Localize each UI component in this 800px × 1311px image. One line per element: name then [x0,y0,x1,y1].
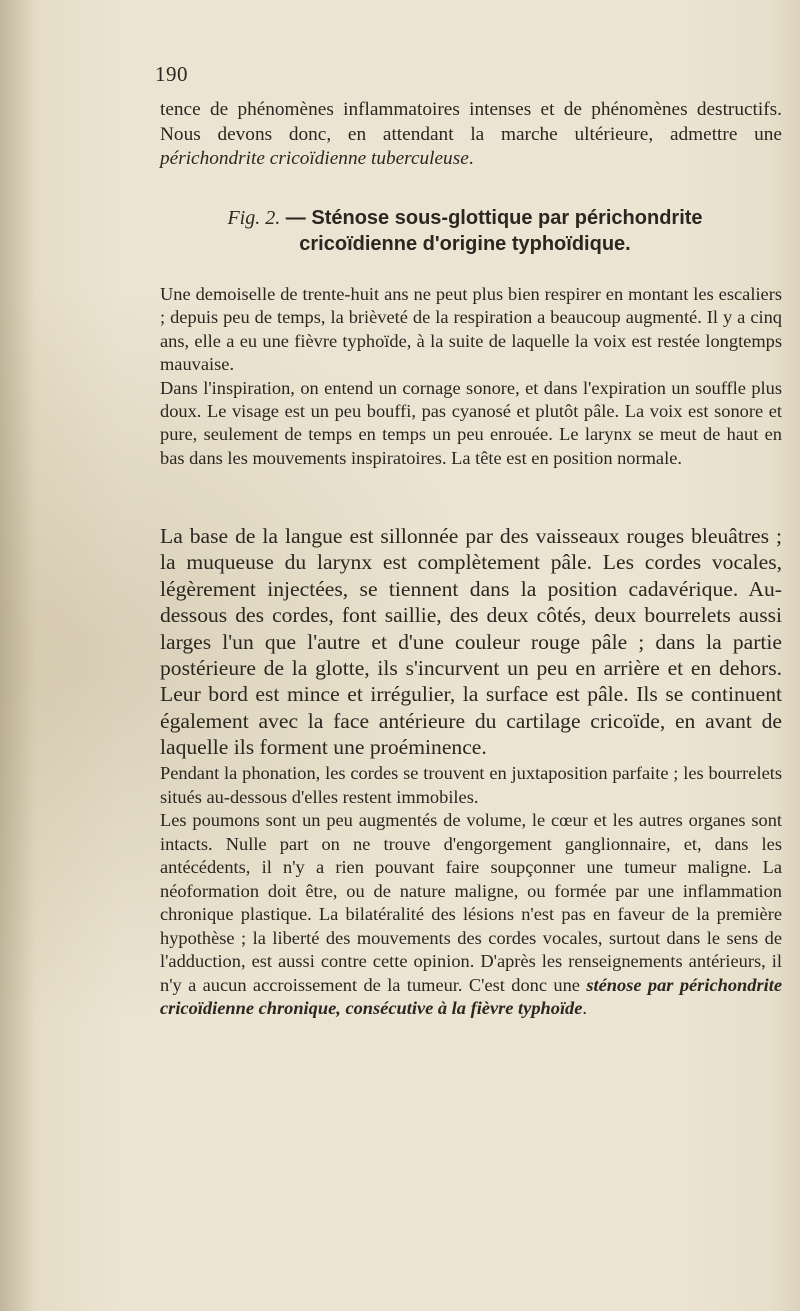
end-paragraph-2: Les poumons sont un peu augmentés de volume, le cœur et les autres organes sont intacts. Nulle part on ne trouve d'engorgement ganglionnaire, et, dans les antécédents, il n'y a rien pouvant faire soupçonner une tumeur maligne. La néoformation doit être, ou de nature maligne, ou formée par une inflammation chronique plastique. La bilatéralité des lésions n'est pas en faveur de la première hypothèse ; la liberté des mouvements des cordes vocales, surtout dans le sens de l'adduction, est aussi contre cette opinion. D'après les renseignements antérieurs, il n'y a aucun accroissement de la tumeur. C'est donc une [160,810,782,995]
intro-paragraph [160,98,782,172]
intro-text: tence de phénomènes inflammatoires intenses et de phénomènes destructifs. Nous devons donc, en attendant la marche ultérieure, admettre une [160,99,782,145]
intro-emphasis: périchondrite cricoïdienne tuberculeuse [160,148,469,169]
intro-end: . [468,148,474,169]
exam-paragraph: La base de la langue est sillonnée par des vaisseaux rouges bleuâtres ; la muqueuse du larynx est complètement pâle. Les cordes vocales, légèrement injectées, se tiennent dans la position cadavérique. Au-dessous des cordes, font saillie, des deux côtés, deux bourrelets aussi larges l'un que l'autre et d'une couleur rouge pâle ; dans la partie postérieure de la glotte, ils s'incurvent un peu en arrière et en dehors. Leur bord est mince et irrégulier, la surface est pâle. Ils se continuent également avec la face antérieure du cartilage cricoïde, en avant de laquelle ils forment une proéminence. [160,524,782,760]
caption-line-2: cricoïdienne d'origine typhoïdique. [299,233,631,255]
end-paragraph-1: Pendant la phonation, les cordes se trouvent en juxtaposition parfaite ; les bourrelets situés au-dessous d'elles restent immobiles. [160,763,782,807]
conclusion-section [160,762,782,1021]
caption-dash: — [280,207,312,229]
end-final: . [582,998,588,1018]
caption-line-1: Sténose sous-glottique par périchondrite [311,207,703,229]
diagnosis-emphasis: sténose par périchondrite cricoïdienne chronique, consécutive à la fièvre typhoïde [160,974,782,1018]
page-number: 190 [155,62,188,86]
figure-caption [160,205,770,257]
laryngoscopy-findings [160,523,782,761]
case-paragraph-2: Dans l'inspiration, on entend un cornage sonore, et dans l'expiration un souffle plus doux. Le visage est un peu bouffi, pas cyanosé et plutôt pâle. La voix est sonore et pure, seulement de temps en temps un peu enrouée. Le larynx se meut de haut en bas dans les mouvements inspiratoires. La tête est en position normale. [160,377,782,468]
case-paragraph-1: Une demoiselle de trente-huit ans ne peut plus bien respirer en montant les escaliers ; depuis peu de temps, la brièveté de la respiration a beaucoup augmenté. Il y a cinq ans, elle a eu une fièvre typhoïde, à la suite de laquelle la voix est restée longtemps mauvaise. [160,284,782,375]
page-edge-shadow [0,0,35,1311]
figure-label: Fig. 2. [227,207,281,229]
case-history [160,283,782,470]
